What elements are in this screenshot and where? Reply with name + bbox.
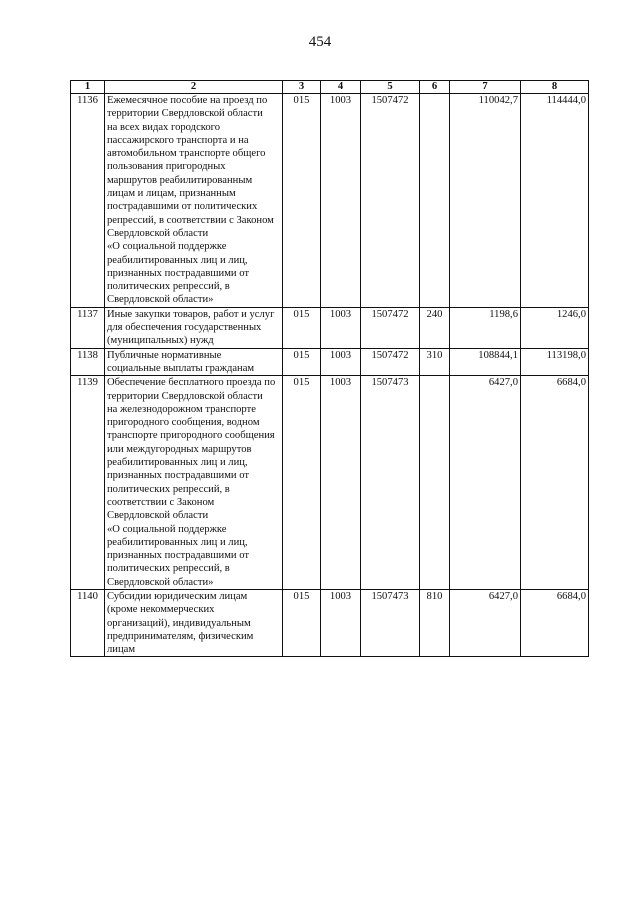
amount-year1-cell: 6427,0 <box>450 376 521 590</box>
item-name-line: (муниципальных) нужд <box>107 335 214 347</box>
item-name-line: предпринимателям, физическим <box>107 630 254 642</box>
table-row <box>71 589 589 656</box>
item-name-line: Иные закупки товаров, работ и услуг <box>107 308 275 320</box>
item-name-line: Ежемесячное пособие на проезд по <box>107 95 268 106</box>
column-header: 1 <box>71 81 105 94</box>
amount-year1-cell: 110042,7 <box>450 94 521 308</box>
item-name-cell <box>105 376 283 590</box>
expense-type-cell <box>420 94 450 308</box>
row-number-cell: 1136 <box>71 94 105 308</box>
expense-type-cell: 240 <box>420 307 450 348</box>
row-number-cell: 1140 <box>71 589 105 656</box>
ministry-code-cell: 015 <box>283 94 321 308</box>
item-name-line: Свердловской области <box>107 227 209 239</box>
item-name-line: пригородного сообщения, водном <box>107 417 260 429</box>
amount-year2-cell: 1246,0 <box>521 307 589 348</box>
item-name-line: Свердловской области» <box>107 576 214 588</box>
item-name-line: лицам и лицам, признанным <box>107 188 236 200</box>
item-name-line: на железнодорожном транспорте <box>107 403 256 415</box>
item-name-line: Публичные нормативные <box>107 349 222 361</box>
page-number: 454 <box>308 34 332 50</box>
amount-year2-cell: 114444,0 <box>521 94 589 308</box>
item-name-line: Свердловской области <box>107 510 209 522</box>
column-header: 6 <box>420 81 450 94</box>
column-header: 8 <box>521 81 589 94</box>
ministry-code-cell: 015 <box>283 589 321 656</box>
item-name-line: реабилитированных лиц и лиц, <box>107 254 248 266</box>
budget-table <box>70 80 589 657</box>
column-header: 3 <box>283 81 321 94</box>
section-code-cell: 1003 <box>321 376 361 590</box>
column-header: 4 <box>321 81 361 94</box>
amount-year2-cell: 6684,0 <box>521 376 589 590</box>
item-name-line: территории Свердловской области <box>107 108 263 120</box>
item-name-line: «О социальной поддержке <box>107 241 227 253</box>
item-name-line: Субсидии юридическим лицам <box>107 590 248 602</box>
row-number-cell: 1138 <box>71 348 105 376</box>
item-name-line: для обеспечения государственных <box>107 322 262 334</box>
column-header: 7 <box>450 81 521 94</box>
expense-type-cell <box>420 376 450 590</box>
item-name-line: признанных пострадавшими от <box>107 470 250 482</box>
ministry-code-cell: 015 <box>283 307 321 348</box>
target-article-cell: 1507472 <box>361 348 420 376</box>
item-name-line: Свердловской области» <box>107 294 214 306</box>
item-name-line: пострадавшими от политических <box>107 201 258 213</box>
item-name-line: реабилитированных лиц и лиц, <box>107 536 248 548</box>
column-header: 5 <box>361 81 420 94</box>
target-article-cell: 1507472 <box>361 94 420 308</box>
section-code-cell: 1003 <box>321 348 361 376</box>
amount-year2-cell: 6684,0 <box>521 589 589 656</box>
section-code-cell: 1003 <box>321 94 361 308</box>
target-article-cell: 1507473 <box>361 376 420 590</box>
item-name-line: политических репрессий, в <box>107 281 230 293</box>
table-header-row <box>71 81 589 94</box>
item-name-line: транспорте пригородного сообщения <box>107 430 275 442</box>
item-name-line: автомобильном транспорте общего <box>107 148 266 160</box>
amount-year1-cell: 6427,0 <box>450 589 521 656</box>
target-article-cell: 1507472 <box>361 307 420 348</box>
item-name-line: Обеспечение бесплатного проезда по <box>107 377 276 389</box>
ministry-code-cell: 015 <box>283 376 321 590</box>
row-number-cell: 1137 <box>71 307 105 348</box>
ministry-code-cell: 015 <box>283 348 321 376</box>
item-name-line: территории Свердловской области <box>107 390 263 402</box>
item-name-line: политических репрессий, в <box>107 563 230 575</box>
item-name-cell <box>105 589 283 656</box>
expense-type-cell: 810 <box>420 589 450 656</box>
item-name-line: реабилитированных лиц и лиц, <box>107 457 248 469</box>
item-name-line: пользования пригородных <box>107 161 226 173</box>
item-name-line: на всех видах городского <box>107 121 221 133</box>
expense-type-cell: 310 <box>420 348 450 376</box>
item-name-line: репрессий, в соответствии с Законом <box>107 214 274 226</box>
amount-year1-cell: 1198,6 <box>450 307 521 348</box>
table-body <box>71 94 589 657</box>
item-name-line: лицам <box>107 644 136 656</box>
item-name-cell <box>105 94 283 308</box>
table-row <box>71 307 589 348</box>
amount-year1-cell: 108844,1 <box>450 348 521 376</box>
item-name-line: признанных пострадавшими от <box>107 550 250 562</box>
item-name-cell <box>105 348 283 376</box>
item-name-cell <box>105 307 283 348</box>
table-row <box>71 94 589 308</box>
item-name-line: организаций), индивидуальным <box>107 617 251 629</box>
item-name-line: или междугородных маршрутов <box>107 443 252 455</box>
table-row <box>71 348 589 376</box>
target-article-cell: 1507473 <box>361 589 420 656</box>
column-header: 2 <box>105 81 283 94</box>
item-name-line: «О социальной поддержке <box>107 523 227 535</box>
item-name-line: (кроме некоммерческих <box>107 604 215 616</box>
item-name-line: политических репрессий, в <box>107 483 230 495</box>
amount-year2-cell: 113198,0 <box>521 348 589 376</box>
item-name-line: социальные выплаты гражданам <box>107 362 255 374</box>
item-name-line: соответствии с Законом <box>107 496 215 508</box>
table-row <box>71 376 589 590</box>
section-code-cell: 1003 <box>321 589 361 656</box>
item-name-line: маршрутов реабилитированным <box>107 174 253 186</box>
item-name-line: признанных пострадавшими от <box>107 267 250 279</box>
item-name-line: пассажирского транспорта и на <box>107 134 249 146</box>
row-number-cell: 1139 <box>71 376 105 590</box>
section-code-cell: 1003 <box>321 307 361 348</box>
